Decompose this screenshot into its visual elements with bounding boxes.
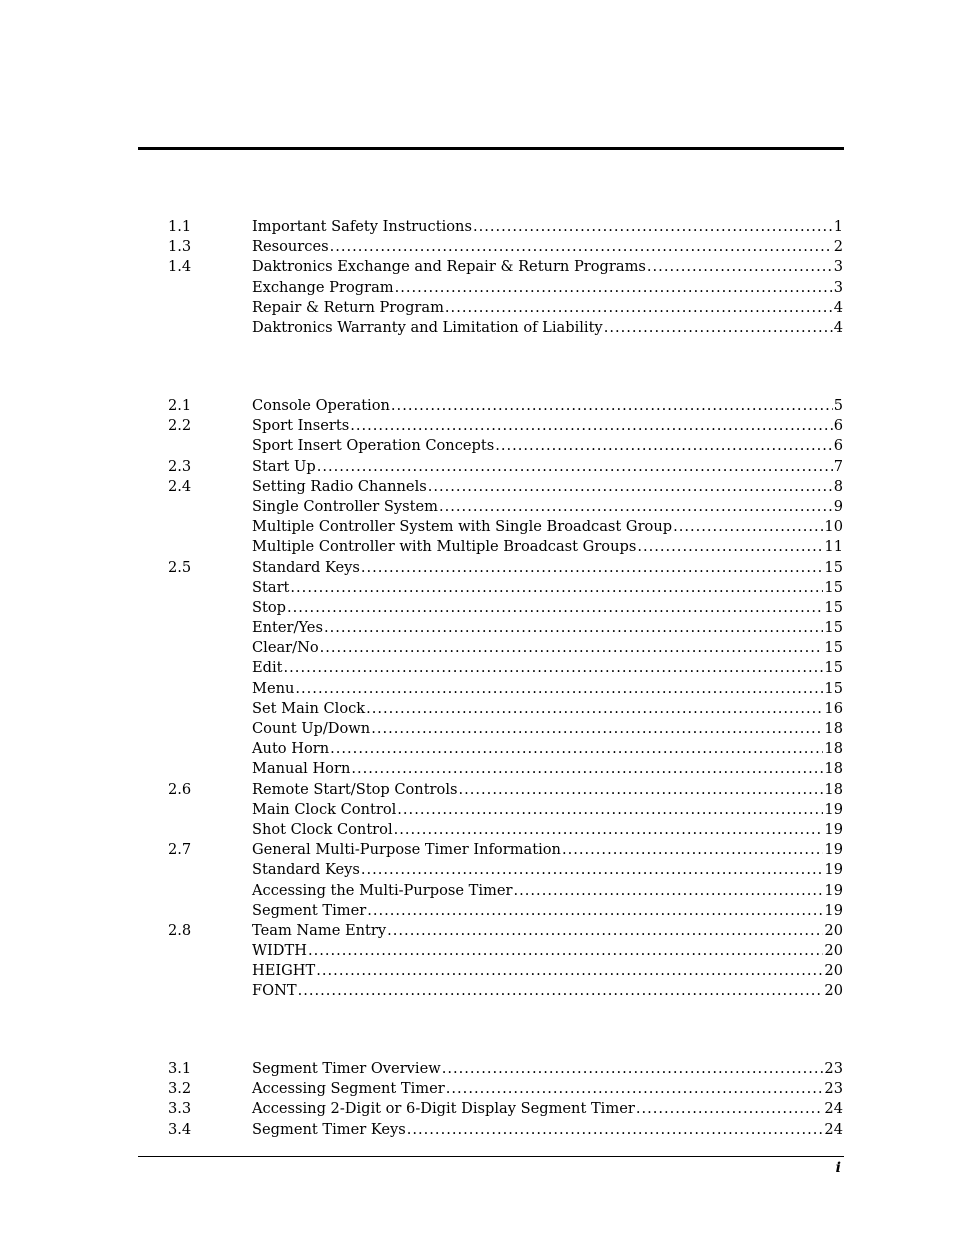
toc-dot-leader (458, 780, 823, 800)
toc-dot-leader (673, 517, 823, 537)
toc-entry-title: Team Name Entry (252, 921, 387, 939)
toc-entry-page: 11 (824, 538, 843, 556)
toc-entry[interactable] (168, 759, 843, 779)
toc-entry[interactable] (168, 719, 843, 739)
toc-entry-page: 19 (824, 861, 843, 879)
toc-entry-title: Standard Keys (252, 861, 360, 879)
toc-entry-page: 2 (833, 238, 843, 256)
toc-entry[interactable] (168, 699, 843, 719)
toc-entry[interactable] (168, 921, 843, 941)
toc-entry-title: Start Up (252, 457, 316, 475)
toc-dot-leader (428, 477, 833, 497)
toc-entry[interactable] (168, 537, 843, 557)
toc-dot-leader (445, 298, 833, 318)
toc-entry[interactable] (168, 558, 843, 578)
toc-entry[interactable] (168, 257, 843, 277)
toc-entry-number: 1.1 (168, 218, 192, 235)
toc-entry-number: 1.4 (168, 258, 192, 276)
toc-entry-title: Accessing 2-Digit or 6-Digit Display Segment Timer (252, 1100, 635, 1118)
toc-entry[interactable] (168, 780, 843, 800)
toc-entry[interactable] (168, 396, 843, 416)
toc-entry-number: 2.3 (168, 457, 192, 475)
toc-entry-title: HEIGHT (252, 962, 316, 980)
toc-dot-leader (514, 881, 824, 901)
toc-section-1 (168, 217, 843, 338)
toc-entry-page: 15 (824, 659, 843, 677)
toc-dot-leader (316, 961, 823, 981)
toc-entry-title: Clear/No (252, 639, 319, 657)
toc-entry[interactable] (168, 598, 843, 618)
toc-entry[interactable] (168, 901, 843, 921)
toc-entry[interactable] (168, 961, 843, 981)
toc-entry-page: 5 (833, 397, 843, 414)
toc-entry-page: 10 (824, 518, 843, 536)
toc-dot-leader (397, 800, 823, 820)
toc-entry-number: 1.3 (168, 238, 192, 256)
toc-entry-number: 2.1 (168, 397, 192, 414)
toc-entry[interactable] (168, 881, 843, 901)
toc-entry[interactable] (168, 800, 843, 820)
toc-entry-title: Set Main Clock (252, 699, 366, 717)
toc-entry-title: Multiple Controller with Multiple Broadcast Groups (252, 538, 637, 556)
toc-dot-leader (351, 759, 823, 779)
toc-dot-leader (367, 901, 823, 921)
toc-entry-title: Multiple Controller System with Single Broadcast Group (252, 518, 673, 536)
toc-entry-page: 20 (824, 982, 843, 1000)
toc-dot-leader (446, 1079, 824, 1099)
toc-entry-page: 8 (833, 477, 843, 495)
toc-entry[interactable] (168, 658, 843, 678)
toc-entry-number: 2.5 (168, 558, 192, 576)
toc-entry-title: Segment Timer (252, 901, 367, 919)
toc-dot-leader (361, 860, 824, 880)
toc-entry[interactable] (168, 1079, 843, 1099)
toc-entry-number: 3.3 (168, 1100, 192, 1118)
toc-dot-leader (284, 658, 824, 678)
toc-entry-page: 24 (824, 1100, 843, 1118)
toc-entry-page: 4 (833, 298, 843, 316)
toc-entry[interactable] (168, 517, 843, 537)
toc-entry-page: 18 (824, 720, 843, 737)
toc-entry-page: 9 (833, 497, 843, 515)
toc-dot-leader (317, 457, 833, 477)
toc-entry-title: Remote Start/Stop Controls (252, 780, 458, 798)
toc-entry-number: 2.7 (168, 841, 192, 859)
toc-entry[interactable] (168, 298, 843, 318)
toc-entry[interactable] (168, 578, 843, 598)
toc-dot-leader (647, 257, 833, 277)
toc-entry[interactable] (168, 1120, 843, 1140)
toc-entry-title: Stop (252, 598, 286, 616)
toc-entry-page: 15 (824, 679, 843, 697)
toc-dot-leader (394, 820, 824, 840)
toc-dot-leader (636, 1099, 824, 1119)
toc-entry-title: Single Controller System (252, 497, 438, 515)
toc-entry-page: 6 (833, 437, 843, 455)
toc-entry-number: 2.8 (168, 921, 192, 939)
toc-dot-leader (330, 739, 823, 759)
toc-entry-page: 19 (824, 881, 843, 899)
toc-entry-page: 6 (833, 417, 843, 435)
toc-entry-title: Important Safety Instructions (252, 218, 472, 235)
toc-entry-page: 16 (824, 699, 843, 717)
toc-entry[interactable] (168, 217, 843, 237)
toc-dot-leader (308, 941, 823, 961)
toc-entry[interactable] (168, 318, 843, 338)
toc-entry-title: Edit (252, 659, 283, 677)
toc-entry-title: Enter/Yes (252, 619, 323, 637)
toc-dot-leader (287, 598, 823, 618)
toc-entry-title: Shot Clock Control (252, 820, 393, 838)
toc-entry-title: Standard Keys (252, 558, 360, 576)
toc-entry[interactable] (168, 739, 843, 759)
toc-entry-title: Daktronics Exchange and Repair & Return Programs (252, 258, 646, 276)
toc-entry-number: 3.4 (168, 1120, 192, 1138)
bottom-rule (138, 1156, 844, 1157)
toc-dot-leader (324, 618, 823, 638)
toc-dot-leader (395, 278, 833, 298)
toc-entry[interactable] (168, 1059, 843, 1079)
toc-entry-page: 15 (824, 619, 843, 637)
toc-entry-title: Main Clock Control (252, 800, 397, 818)
toc-entry[interactable] (168, 679, 843, 699)
toc-entry-title: Console Operation (252, 397, 390, 414)
toc-entry-title: Sport Insert Operation Concepts (252, 437, 495, 455)
toc-section-2 (168, 396, 843, 1002)
toc-entry-page: 15 (824, 578, 843, 596)
toc-entry-title: Setting Radio Channels (252, 477, 427, 495)
toc-dot-leader (350, 416, 832, 436)
toc-entry-title: Sport Inserts (252, 417, 350, 435)
toc-section-3 (168, 1059, 843, 1140)
toc-entry[interactable] (168, 457, 843, 477)
toc-entry-page: 4 (833, 318, 843, 336)
toc-dot-leader (366, 699, 823, 719)
toc-entry-title: Count Up/Down (252, 720, 371, 737)
toc-dot-leader (495, 436, 832, 456)
toc-entry-page: 19 (824, 901, 843, 919)
toc-entry-page: 18 (824, 740, 843, 758)
toc-entry-page: 1 (833, 218, 843, 235)
toc-entry-title: Exchange Program (252, 278, 394, 296)
toc-entry-number: 3.2 (168, 1080, 192, 1098)
toc-dot-leader (290, 578, 823, 598)
toc-entry-title: Segment Timer Keys (252, 1120, 406, 1138)
toc-dot-leader (604, 318, 833, 338)
toc-entry[interactable] (168, 840, 843, 860)
toc-entry[interactable] (168, 820, 843, 840)
toc-entry-page: 20 (824, 942, 843, 960)
toc-dot-leader (361, 558, 824, 578)
toc-entry-page: 20 (824, 921, 843, 939)
toc-entry-number: 2.4 (168, 477, 192, 495)
toc-entry-page: 3 (833, 278, 843, 296)
toc-dot-leader (295, 679, 823, 699)
toc-entry-title: Repair & Return Program (252, 298, 444, 316)
toc-entry-title: Daktronics Warranty and Limitation of Liability (252, 318, 603, 336)
toc-entry-number: 2.2 (168, 417, 192, 435)
toc-dot-leader (473, 217, 833, 237)
toc-entry[interactable] (168, 941, 843, 961)
toc-entry-title: Start (252, 578, 290, 596)
toc-dot-leader (320, 638, 824, 658)
toc-entry-page: 18 (824, 760, 843, 778)
toc-entry-title: WIDTH (252, 942, 307, 960)
toc-entry-page: 23 (824, 1060, 843, 1077)
toc-entry-page: 19 (824, 800, 843, 818)
toc-entry-page: 15 (824, 558, 843, 576)
toc-entry[interactable] (168, 1099, 843, 1119)
toc-entry-page: 15 (824, 639, 843, 657)
toc-dot-leader (387, 921, 823, 941)
toc-entry[interactable] (168, 981, 843, 1001)
toc-entry-title: Segment Timer Overview (252, 1060, 441, 1077)
toc-entry-number: 3.1 (168, 1060, 192, 1077)
toc-dot-leader (407, 1120, 824, 1140)
toc-entry-page: 23 (824, 1080, 843, 1098)
page-number: i (835, 1160, 841, 1176)
top-rule (138, 147, 844, 150)
toc-dot-leader (562, 840, 823, 860)
toc-dot-leader (391, 396, 833, 416)
toc-entry-number: 2.6 (168, 780, 192, 798)
toc-entry-page: 20 (824, 962, 843, 980)
toc-entry[interactable] (168, 497, 843, 517)
toc-entry-page: 19 (824, 841, 843, 859)
toc-entry-page: 24 (824, 1120, 843, 1138)
toc-entry[interactable] (168, 638, 843, 658)
toc-dot-leader (442, 1059, 824, 1079)
toc-entry[interactable] (168, 436, 843, 456)
toc-entry-page: 19 (824, 820, 843, 838)
toc-dot-leader (330, 237, 833, 257)
toc-entry[interactable] (168, 237, 843, 257)
toc-entry-title: Resources (252, 238, 329, 256)
toc-dot-leader (637, 537, 823, 557)
toc-entry-title: General Multi-Purpose Timer Information (252, 841, 561, 859)
toc-entry-title: Accessing the Multi-Purpose Timer (252, 881, 513, 899)
toc-entry-title: Accessing Segment Timer (252, 1080, 445, 1098)
toc-entry[interactable] (168, 416, 843, 436)
toc-entry-page: 18 (824, 780, 843, 798)
toc-dot-leader (371, 719, 823, 739)
toc-entry[interactable] (168, 860, 843, 880)
toc-entry-page: 3 (833, 258, 843, 276)
toc-entry-title: Menu (252, 679, 295, 697)
toc-entry-page: 15 (824, 598, 843, 616)
toc-entry[interactable] (168, 278, 843, 298)
toc-entry-page: 7 (833, 457, 843, 475)
toc-entry-title: Manual Horn (252, 760, 351, 778)
toc-entry[interactable] (168, 618, 843, 638)
toc-entry[interactable] (168, 477, 843, 497)
toc-entry-title: Auto Horn (252, 740, 330, 758)
toc-dot-leader (298, 981, 824, 1001)
toc-entry-title: FONT (252, 982, 297, 1000)
toc-dot-leader (439, 497, 833, 517)
